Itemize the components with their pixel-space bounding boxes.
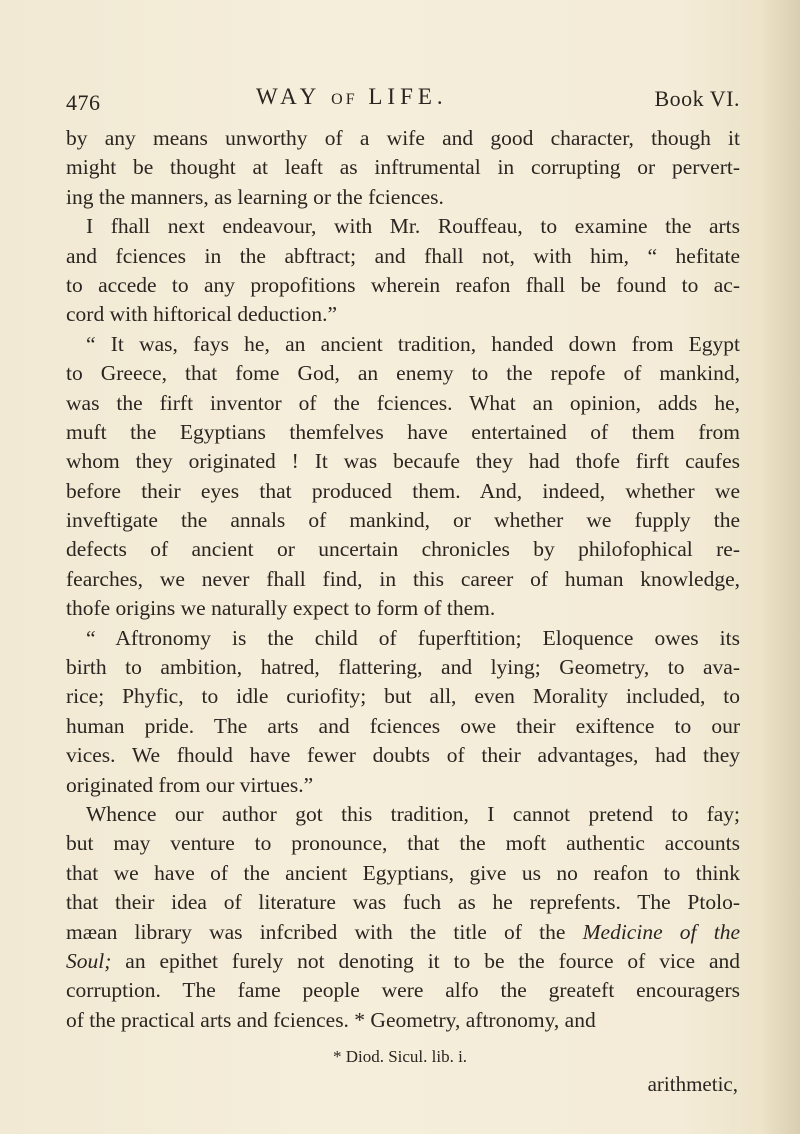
line-text: rice; Phyfic, to idle curiofity; but all, even Morality included, to: [66, 684, 740, 709]
line-text: cord with hiftorical deduction.”: [66, 302, 338, 327]
line-text: muft the Egyptians themfelves have entertained of them from: [66, 419, 740, 444]
text-line: [66, 565, 740, 594]
running-header: [66, 84, 740, 118]
text-line: [66, 712, 740, 741]
text-line: [66, 418, 740, 447]
line-text: but may venture to pronounce, that the moft authentic accounts: [66, 831, 740, 856]
text-line: [66, 330, 740, 359]
line-text: of the practical arts and fciences. * Geometry, aftronomy, and: [66, 1007, 596, 1032]
text-line: [66, 477, 740, 506]
line-text: might be thought at leaft as inftrumental in corrupting or pervert-: [66, 155, 740, 180]
running-title-part2: LIFE.: [368, 84, 448, 109]
running-title: [256, 84, 448, 110]
text-line: [66, 153, 740, 182]
footnote: * Diod. Sicul. lib. i.: [332, 1047, 468, 1066]
text-line: [66, 918, 740, 947]
running-title-of: OF: [331, 91, 358, 108]
text-line: [66, 447, 740, 476]
italic-text: Medicine of the: [582, 919, 740, 944]
line-text: thofe origins we naturally expect to form of them.: [66, 596, 496, 621]
text-line: [66, 682, 740, 711]
text-line: [66, 506, 740, 535]
line-text: was the firft inventor of the fciences. What an opinion, adds he,: [66, 390, 740, 415]
running-title-part1: WAY: [256, 84, 321, 109]
text-line: [66, 829, 740, 858]
book-label: Book VI.: [654, 86, 740, 111]
line-text: defects of ancient or uncertain chronicles by philofophical re-: [66, 537, 740, 562]
text-line: [66, 653, 740, 682]
line-text: human pride. The arts and fciences owe their exiftence to our: [66, 713, 740, 738]
line-text: vices. We fhould have fewer doubts of their advantages, had they: [66, 743, 740, 768]
line-text: birth to ambition, hatred, flattering, and lying; Geometry, to ava-: [66, 655, 740, 680]
text-line: [66, 389, 740, 418]
line-text: and fciences in the abftract; and fhall not, with him, “ hefitate: [66, 243, 740, 268]
line-text: that we have of the ancient Egyptians, give us no reafon to think: [66, 860, 740, 885]
text-line: [66, 124, 740, 153]
text-line: [66, 1006, 740, 1035]
line-text: to Greece, that fome God, an enemy to the repofe of mankind,: [66, 361, 740, 386]
line-text: fearches, we never fhall find, in this career of human knowledge,: [66, 566, 740, 591]
line-text: inveftigate the annals of mankind, or whether we fupply the: [66, 508, 740, 533]
line-text: Whence our author got this tradition, I cannot pretend to fay;: [86, 801, 740, 826]
text-line: [66, 183, 740, 212]
line-text: to accede to any propofitions wherein reafon fhall be found to ac-: [66, 272, 740, 297]
line-text: I fhall next endeavour, with Mr. Rouffeau, to examine the arts: [86, 214, 740, 239]
line-text: mæan library was infcribed with the title of the: [66, 919, 566, 944]
line-text: “ It was, fays he, an ancient tradition, handed down from Egypt: [86, 331, 740, 356]
text-line: [66, 800, 740, 829]
line-text: an epithet furely not denoting it to be the fource of vice and: [111, 948, 740, 973]
line-text: corruption. The fame people were alfo the greateft encouragers: [66, 978, 740, 1003]
text-line: [66, 271, 740, 300]
catchword: arithmetic,: [647, 1072, 738, 1096]
text-line: [66, 359, 740, 388]
text-line: [66, 594, 740, 623]
line-text: originated from our virtues.”: [66, 772, 314, 797]
text-line: [66, 300, 740, 329]
page-number: 476: [66, 90, 101, 115]
line-text: “ Aftronomy is the child of fuperftition; Eloquence owes its: [86, 625, 740, 650]
text-line: [66, 771, 740, 800]
body-text: [66, 124, 740, 1035]
text-line: [66, 535, 740, 564]
line-text: by any means unworthy of a wife and good character, though it: [66, 126, 740, 150]
text-line: [66, 888, 740, 917]
text-line: [66, 242, 740, 271]
text-line: [66, 947, 740, 976]
page-edge-shadow: [760, 0, 800, 1134]
text-line: [66, 976, 740, 1005]
text-line: [66, 212, 740, 241]
line-text: that their idea of literature was fuch as he reprefents. The Ptolo-: [66, 890, 740, 915]
italic-text: Soul;: [66, 948, 112, 973]
text-line: [66, 741, 740, 770]
line-text: ing the manners, as learning or the fciences.: [66, 184, 444, 209]
line-text: whom they originated ! It was becaufe they had thofe firft caufes: [66, 449, 740, 474]
text-line: [66, 859, 740, 888]
text-line: [66, 624, 740, 653]
line-text: before their eyes that produced them. And, indeed, whether we: [66, 478, 740, 503]
